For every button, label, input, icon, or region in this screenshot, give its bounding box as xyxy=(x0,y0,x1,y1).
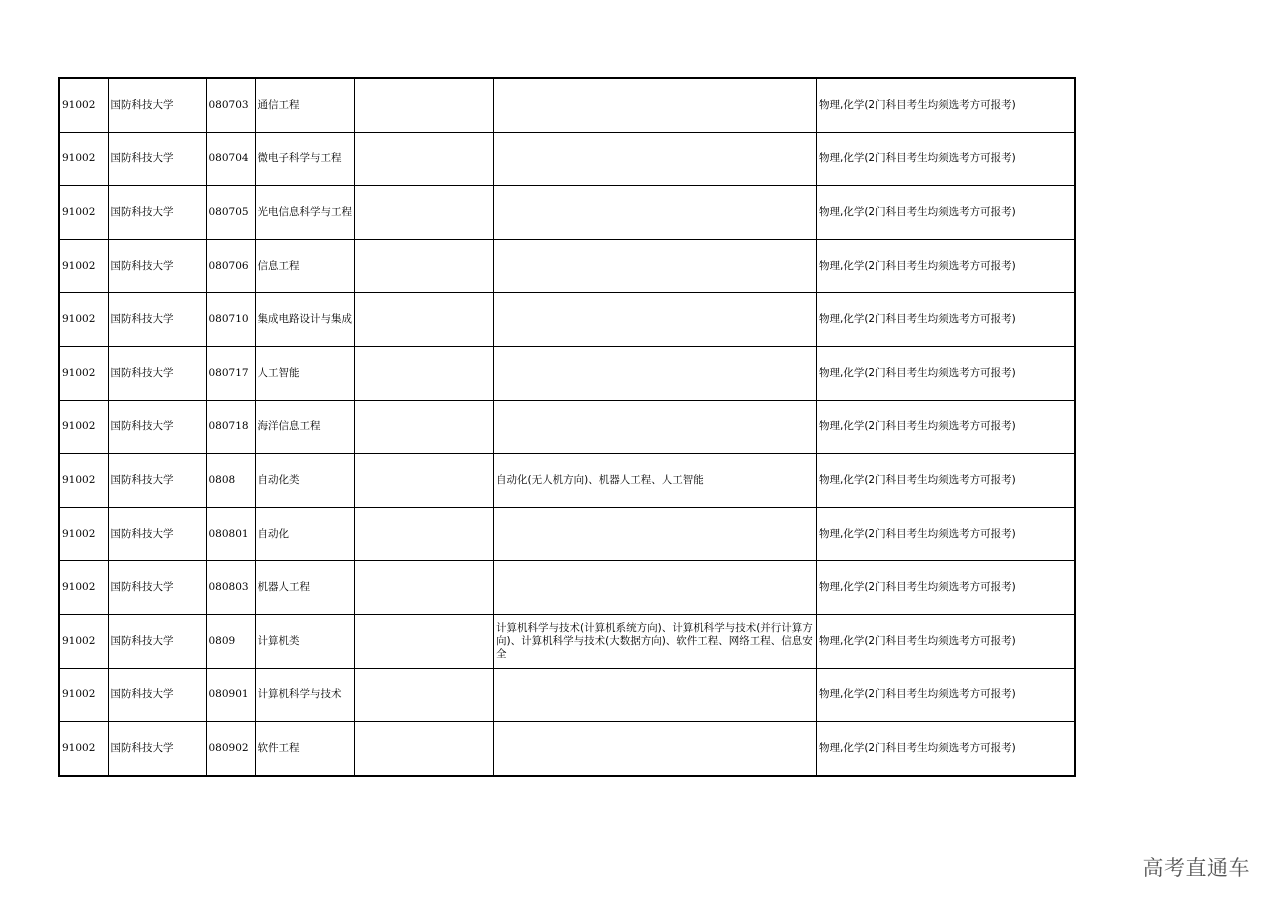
major-name-cell: 软件工程 xyxy=(255,722,355,776)
major-name-cell: 自动化 xyxy=(255,507,355,561)
major-name-cell: 自动化类 xyxy=(255,454,355,508)
table-row xyxy=(59,293,1075,347)
table-row xyxy=(59,400,1075,454)
major-name-cell: 海洋信息工程 xyxy=(255,400,355,454)
school-code-cell: 91002 xyxy=(59,614,108,668)
school-name-cell: 国防科技大学 xyxy=(108,454,206,508)
school-name-cell: 国防科技大学 xyxy=(108,668,206,722)
subject-requirement-cell: 物理,化学(2门科目考生均须选考方可报考) xyxy=(817,239,1075,293)
major-name-cell: 集成电路设计与集成 xyxy=(255,293,355,347)
blank-cell xyxy=(355,614,494,668)
school-name-cell: 国防科技大学 xyxy=(108,561,206,615)
major-name-cell: 计算机科学与技术 xyxy=(255,668,355,722)
watermark-text: 高考直通车 xyxy=(1142,856,1250,880)
included-majors-cell xyxy=(494,78,817,132)
blank-cell xyxy=(355,346,494,400)
subject-requirement-cell: 物理,化学(2门科目考生均须选考方可报考) xyxy=(817,614,1075,668)
school-name-cell: 国防科技大学 xyxy=(108,78,206,132)
table-row xyxy=(59,614,1075,668)
school-name-cell: 国防科技大学 xyxy=(108,722,206,776)
major-name-cell: 计算机类 xyxy=(255,614,355,668)
blank-cell xyxy=(355,454,494,508)
table-row xyxy=(59,454,1075,508)
table-row xyxy=(59,346,1075,400)
school-code-cell: 91002 xyxy=(59,186,108,240)
subject-requirement-cell: 物理,化学(2门科目考生均须选考方可报考) xyxy=(817,186,1075,240)
blank-cell xyxy=(355,78,494,132)
major-code-cell: 080710 xyxy=(206,293,255,347)
included-majors-cell: 计算机科学与技术(计算机系统方向)、计算机科学与技术(并行计算方向)、计算机科学与技术(大数据方向)、软件工程、网络工程、信息安全 xyxy=(494,614,817,668)
blank-cell xyxy=(355,239,494,293)
included-majors-cell xyxy=(494,132,817,186)
blank-cell xyxy=(355,561,494,615)
school-code-cell: 91002 xyxy=(59,561,108,615)
school-code-cell: 91002 xyxy=(59,132,108,186)
school-name-cell: 国防科技大学 xyxy=(108,186,206,240)
subject-requirement-cell: 物理,化学(2门科目考生均须选考方可报考) xyxy=(817,78,1075,132)
included-majors-cell xyxy=(494,186,817,240)
major-code-cell: 080705 xyxy=(206,186,255,240)
major-code-cell: 080902 xyxy=(206,722,255,776)
major-code-cell: 080801 xyxy=(206,507,255,561)
major-code-cell: 080703 xyxy=(206,78,255,132)
major-name-cell: 光电信息科学与工程 xyxy=(255,186,355,240)
school-code-cell: 91002 xyxy=(59,346,108,400)
subject-requirement-cell: 物理,化学(2门科目考生均须选考方可报考) xyxy=(817,561,1075,615)
blank-cell xyxy=(355,507,494,561)
major-name-cell: 机器人工程 xyxy=(255,561,355,615)
school-code-cell: 91002 xyxy=(59,722,108,776)
blank-cell xyxy=(355,132,494,186)
included-majors-cell xyxy=(494,561,817,615)
major-code-cell: 080704 xyxy=(206,132,255,186)
major-code-cell: 0808 xyxy=(206,454,255,508)
table-row xyxy=(59,78,1075,132)
subject-requirement-cell: 物理,化学(2门科目考生均须选考方可报考) xyxy=(817,722,1075,776)
school-name-cell: 国防科技大学 xyxy=(108,400,206,454)
school-name-cell: 国防科技大学 xyxy=(108,614,206,668)
included-majors-cell xyxy=(494,668,817,722)
included-majors-cell xyxy=(494,507,817,561)
school-code-cell: 91002 xyxy=(59,400,108,454)
school-name-cell: 国防科技大学 xyxy=(108,507,206,561)
subject-requirement-cell: 物理,化学(2门科目考生均须选考方可报考) xyxy=(817,400,1075,454)
included-majors-cell xyxy=(494,346,817,400)
table-row xyxy=(59,507,1075,561)
subject-requirement-cell: 物理,化学(2门科目考生均须选考方可报考) xyxy=(817,668,1075,722)
major-code-cell: 080901 xyxy=(206,668,255,722)
blank-cell xyxy=(355,293,494,347)
school-code-cell: 91002 xyxy=(59,239,108,293)
included-majors-cell xyxy=(494,400,817,454)
school-name-cell: 国防科技大学 xyxy=(108,239,206,293)
table-row xyxy=(59,239,1075,293)
major-code-cell: 080706 xyxy=(206,239,255,293)
table-row xyxy=(59,722,1075,776)
included-majors-cell xyxy=(494,239,817,293)
table-row xyxy=(59,668,1075,722)
included-majors-cell: 自动化(无人机方向)、机器人工程、人工智能 xyxy=(494,454,817,508)
major-name-cell: 微电子科学与工程 xyxy=(255,132,355,186)
subject-requirement-cell: 物理,化学(2门科目考生均须选考方可报考) xyxy=(817,507,1075,561)
school-code-cell: 91002 xyxy=(59,78,108,132)
major-code-cell: 080718 xyxy=(206,400,255,454)
table-row xyxy=(59,186,1075,240)
blank-cell xyxy=(355,668,494,722)
major-name-cell: 人工智能 xyxy=(255,346,355,400)
major-code-cell: 080803 xyxy=(206,561,255,615)
major-name-cell: 通信工程 xyxy=(255,78,355,132)
included-majors-cell xyxy=(494,722,817,776)
table-row xyxy=(59,132,1075,186)
school-code-cell: 91002 xyxy=(59,507,108,561)
school-name-cell: 国防科技大学 xyxy=(108,132,206,186)
school-code-cell: 91002 xyxy=(59,454,108,508)
school-code-cell: 91002 xyxy=(59,293,108,347)
subject-requirement-cell: 物理,化学(2门科目考生均须选考方可报考) xyxy=(817,346,1075,400)
major-name-cell: 信息工程 xyxy=(255,239,355,293)
major-code-cell: 080717 xyxy=(206,346,255,400)
school-name-cell: 国防科技大学 xyxy=(108,293,206,347)
subject-requirement-cell: 物理,化学(2门科目考生均须选考方可报考) xyxy=(817,454,1075,508)
table-body xyxy=(59,78,1075,776)
blank-cell xyxy=(355,400,494,454)
subject-requirement-cell: 物理,化学(2门科目考生均须选考方可报考) xyxy=(817,293,1075,347)
subject-requirement-cell: 物理,化学(2门科目考生均须选考方可报考) xyxy=(817,132,1075,186)
table-row xyxy=(59,561,1075,615)
admission-requirements-table xyxy=(58,77,1076,777)
major-code-cell: 0809 xyxy=(206,614,255,668)
blank-cell xyxy=(355,186,494,240)
blank-cell xyxy=(355,722,494,776)
school-code-cell: 91002 xyxy=(59,668,108,722)
included-majors-cell xyxy=(494,293,817,347)
school-name-cell: 国防科技大学 xyxy=(108,346,206,400)
